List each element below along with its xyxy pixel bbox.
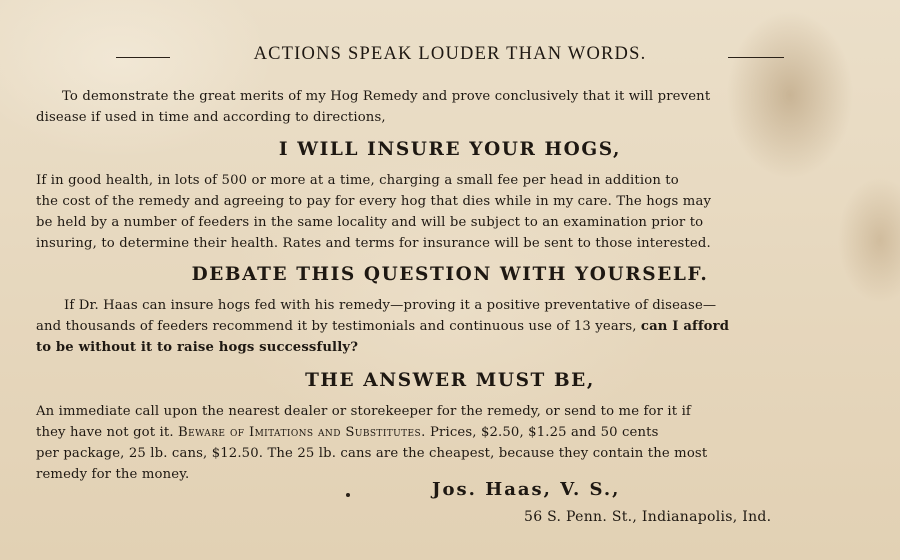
answer-line-2-start: they have not got it. (36, 425, 179, 440)
insure-line-2: the cost of the remedy and agreeing to pay for every hog that dies while in my care. The hogs may (36, 194, 712, 209)
insure-line-3: be held by a number of feeders in the same locality and will be subject to an examination prior to (36, 215, 704, 230)
answer-line-4: remedy for the money. (36, 467, 190, 482)
address: 56 S. Penn. St., Indianapolis, Ind. (524, 509, 772, 525)
answer-line-3: per package, 25 lb. cans, $12.50. The 25 lb. cans are the cheapest, because they contain the most (36, 446, 708, 461)
intro-line-1: To demonstrate the great merits of my Hog Remedy and prove conclusively that it will prevent (62, 89, 711, 104)
separator-dot (346, 493, 350, 497)
beware-notice: Beware of Imitations and Substitutes. (178, 425, 426, 440)
prices-text: Prices, $2.50, $1.25 and 50 cents (425, 425, 659, 440)
debate-line-2-emphasis: can I afford (640, 319, 730, 334)
signature: Jos. Haas, V. S., (432, 479, 621, 500)
heading-debate: DEBATE THIS QUESTION WITH YOURSELF. (191, 264, 709, 285)
debate-line-1: If Dr. Haas can insure hogs fed with his remedy—proving it a positive preventative of disease— (64, 298, 717, 313)
answer-line-1: An immediate call upon the nearest dealer or storekeeper for the remedy, or send to me for it if (36, 404, 691, 419)
heading-insure: I WILL INSURE YOUR HOGS, (278, 139, 622, 160)
debate-line-3: to be without it to raise hogs successfully? (36, 340, 359, 355)
heading-answer: THE ANSWER MUST BE, (305, 370, 595, 391)
answer-line-2 (36, 425, 659, 440)
intro-line-2: disease if used in time and according to directions, (36, 110, 386, 125)
insure-line-4: insuring, to determine their health. Rates and terms for insurance will be sent to those interested. (36, 236, 711, 251)
insure-line-1: If in good health, in lots of 500 or more at a time, charging a small fee per head in addition to (36, 173, 679, 188)
debate-line-2 (36, 319, 729, 334)
debate-line-2-text: and thousands of feeders recommend it by testimonials and continuous use of 13 years, (36, 319, 641, 334)
card-title: ACTIONS SPEAK LOUDER THAN WORDS. (253, 44, 647, 64)
